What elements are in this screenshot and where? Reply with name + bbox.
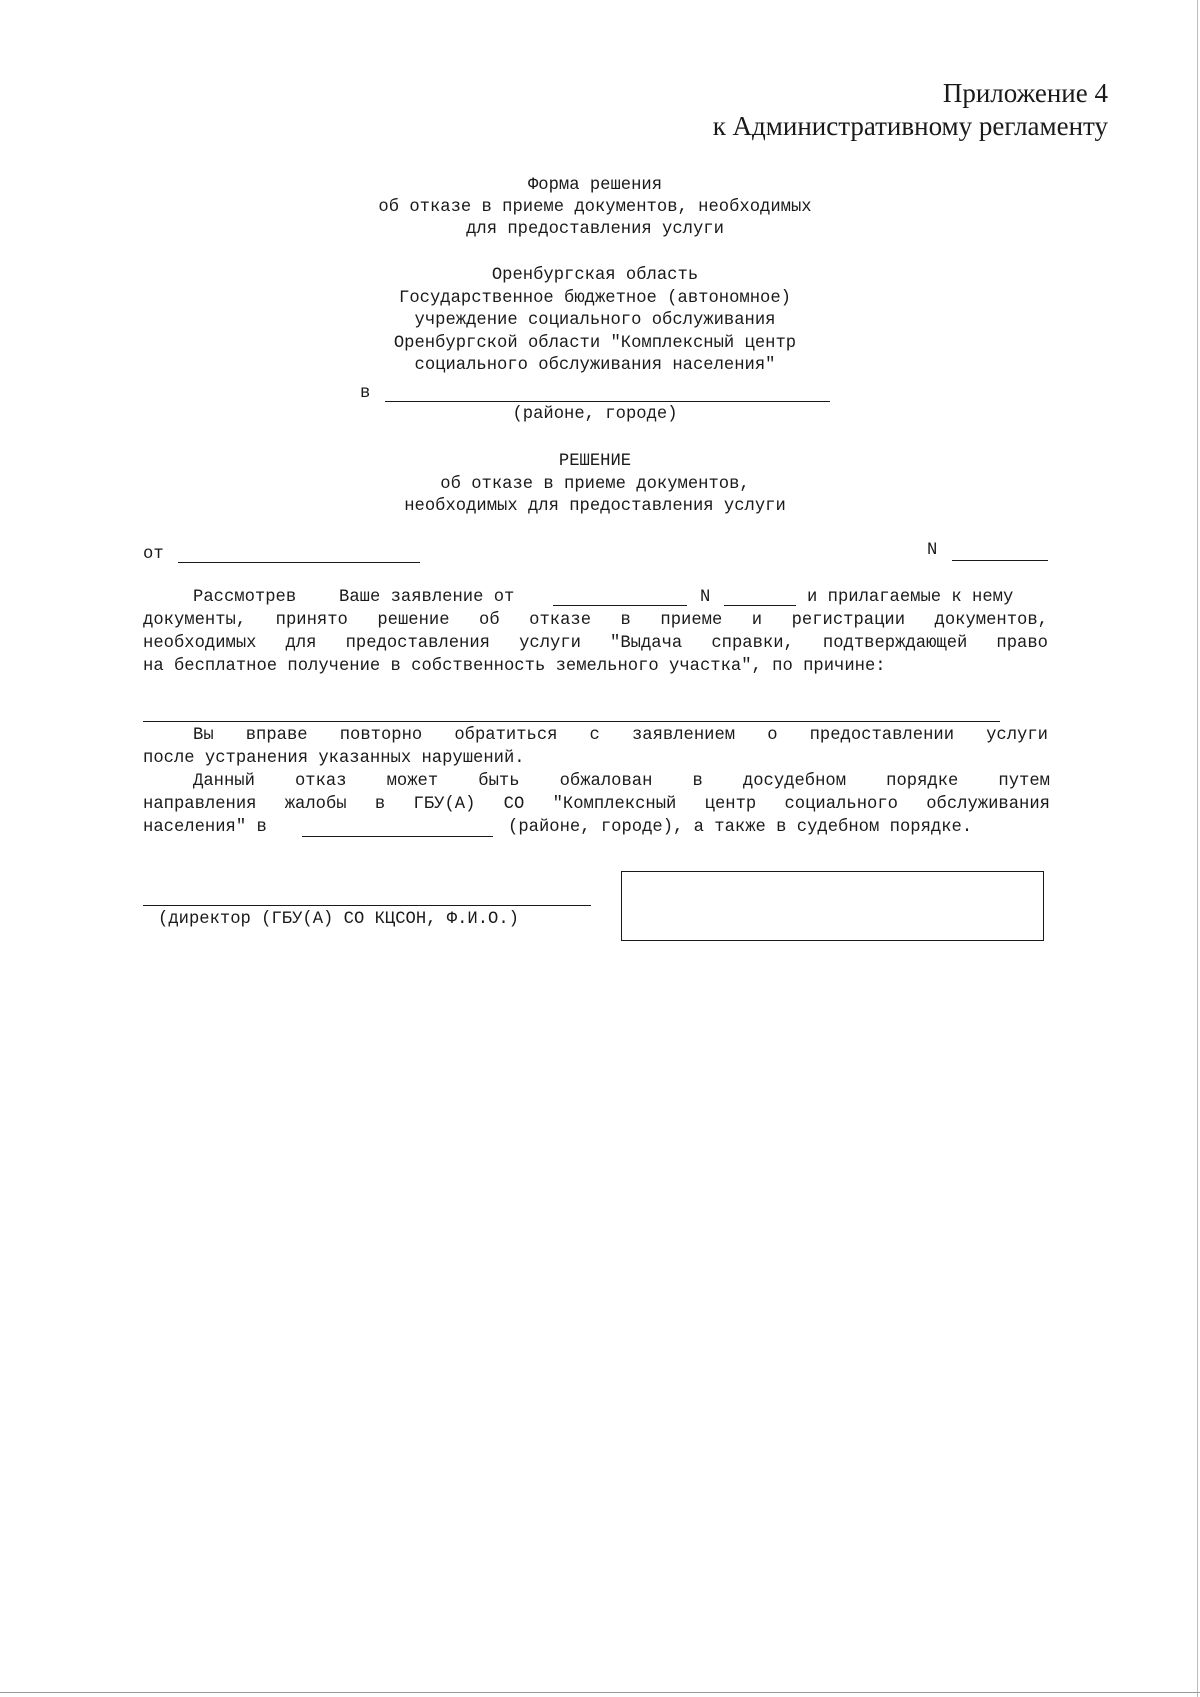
org-line-2: Государственное бюджетное (автономное) <box>399 288 791 308</box>
decision-heading-block <box>0 451 1190 519</box>
decision-line-1: об отказе в приеме документов, <box>440 474 750 494</box>
p3-seg-1: населения" в <box>143 818 267 837</box>
annex-line-2: к Административному регламенту <box>712 111 1108 141</box>
date-blank-line[interactable] <box>178 562 420 563</box>
p3-seg-2: (районе, городе), а также в судебном порядке. <box>508 818 973 837</box>
form-title-line-2: об отказе в приеме документов, необходимых <box>378 198 812 217</box>
p1-seg-3: N <box>700 588 711 607</box>
application-number-blank[interactable] <box>724 605 796 606</box>
signature-caption: (директор (ГБУ(А) СО КЦСОН, Ф.И.О.) <box>158 910 519 929</box>
p2-line-1: Вы вправе повторно обратиться с заявлением о предоставлении услуги <box>193 726 1048 745</box>
form-title-line-1: Форма решения <box>527 176 663 195</box>
org-line-5: социального обслуживания населения" <box>414 356 776 375</box>
p3-line-1: Данный отказ может быть обжалован в досудебном порядке путем <box>193 772 1050 791</box>
organization-block <box>0 265 1190 378</box>
p2-line-2: после устранения указанных нарушений. <box>143 749 525 768</box>
form-title <box>0 175 1190 241</box>
decision-line-2: необходимых для предоставления услуги <box>404 497 786 516</box>
form-title-line-3: для предоставления услуги <box>466 220 724 239</box>
p1-line-2: документы, принято решение об отказе в приеме и регистрации документов, <box>143 611 1048 630</box>
number-label: N <box>927 541 938 560</box>
number-blank-line[interactable] <box>952 560 1048 561</box>
date-from-label: от <box>143 545 164 564</box>
org-line-1: Оренбургская область <box>491 266 699 285</box>
org-line-3: учреждение социального обслуживания <box>414 311 776 330</box>
district-caption: (районе, городе) <box>512 405 678 424</box>
org-prefix-v: в <box>360 384 371 403</box>
p1-seg-1: Рассмотрев <box>193 588 297 607</box>
district-blank-line[interactable] <box>385 401 830 402</box>
annex-line-1: Приложение 4 <box>942 78 1108 108</box>
org-line-4: Оренбургской области "Комплексный центр <box>393 333 797 353</box>
application-date-blank[interactable] <box>553 605 687 606</box>
p1-line-4: на бесплатное получение в собственность земельного участка", по причине: <box>143 657 886 676</box>
p3-line-2: направления жалобы в ГБУ(А) СО "Комплексный центр социального обслуживания <box>143 795 1050 814</box>
stamp-box <box>621 871 1044 941</box>
scan-edge-bottom <box>0 1692 1200 1693</box>
decision-heading: РЕШЕНИЕ <box>558 452 632 471</box>
scan-edge-right <box>1197 0 1198 1697</box>
signature-line[interactable] <box>143 905 591 906</box>
p1-seg-4: и прилагаемые к нему <box>807 588 1014 607</box>
p1-line-3: необходимых для предоставления услуги "Выдача справки, подтверждающей право <box>143 634 1048 653</box>
p1-seg-2: Ваше заявление от <box>339 588 515 607</box>
reason-blank-line[interactable] <box>143 721 1000 722</box>
appeal-district-blank[interactable] <box>302 836 493 837</box>
annex-header <box>713 77 1108 143</box>
